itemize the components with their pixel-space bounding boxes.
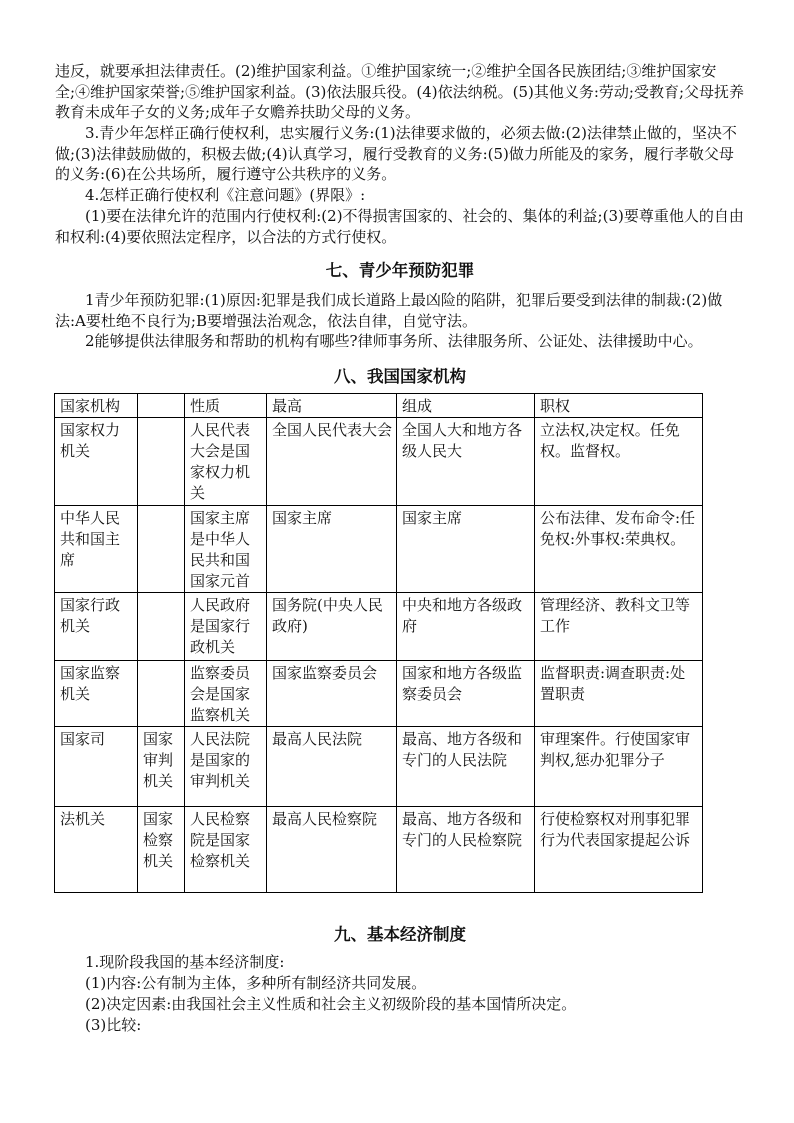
table-header-cell: 性质: [185, 394, 267, 418]
table-cell: 最高、地方各级和专门的人民法院: [397, 727, 535, 807]
table-row: [55, 727, 703, 807]
table-cell: 全国人民代表大会: [267, 418, 397, 506]
table-cell: 行使检察权对刑事犯罪行为代表国家提起公诉: [535, 807, 703, 893]
paragraph-citizen-duties: 违反，就要承担法律责任。(2)维护国家利益。①维护国家统一;②维护全国各民族团结;③维护国家安全;④维护国家荣誉;⑤维护国家利益。(3)依法服兵役。(4)依法纳税。(5)其他义务:劳动;受教育;父母抚养教育未成年子女的义务;成年子女赡养扶助父母的义务。: [55, 62, 745, 121]
table-cell: 国家监察机关: [55, 661, 138, 727]
paragraph-legal-services: 2能够提供法律服务和帮助的机构有哪些?律师事务所、法律服务所、公证处、法律援助中心。: [85, 332, 703, 350]
table-row: [55, 661, 703, 727]
table-cell: 监察委员会是国家监察机关: [185, 661, 267, 727]
table-cell: 最高人民检察院: [267, 807, 397, 893]
table-cell: 国家检察机关: [138, 807, 185, 893]
table-cell: [138, 418, 185, 506]
table-cell: 公布法律、发布命令:任免权:外事权:荣典权。: [535, 506, 703, 593]
table-cell: 管理经济、教科文卫等工作: [535, 593, 703, 661]
table-header-cell: 职权: [535, 394, 703, 418]
table-cell: 最高人民法院: [267, 727, 397, 807]
table-header-row: [55, 394, 703, 418]
table-cell: 监督职责:调查职责:处置职责: [535, 661, 703, 727]
table-cell: 中华人民共和国主席: [55, 506, 138, 593]
table-cell: 人民法院是国家的审判机关: [185, 727, 267, 807]
table-cell: [138, 593, 185, 661]
table-cell: [138, 506, 185, 593]
table-header-cell: 最高: [267, 394, 397, 418]
table-header-cell: 组成: [397, 394, 535, 418]
table-cell: 最高、地方各级和专门的人民检察院: [397, 807, 535, 893]
paragraph-determining-factors: (2)决定因素:由我国社会主义性质和社会主义初级阶段的基本国情所决定。: [85, 995, 577, 1013]
table-row: [55, 807, 703, 893]
table-cell: 中央和地方各级政府: [397, 593, 535, 661]
table-cell: 国家主席: [397, 506, 535, 593]
paragraph-rights-limits: (1)要在法律允许的范围内行使权利:(2)不得损害国家的、社会的、集体的利益;(3)要尊重他人的自由和权利:(4)要依照法定程序，以合法的方式行使权。: [55, 207, 744, 246]
table-cell: 人民政府是国家行政机关: [185, 593, 267, 661]
table-row: [55, 506, 703, 593]
table-cell: 国家主席是中华人民共和国国家元首: [185, 506, 267, 593]
table-cell: 审理案件。行使国家审判权,惩办犯罪分子: [535, 727, 703, 807]
table-cell: 国家审判机关: [138, 727, 185, 807]
table-cell: 立法权,决定权。任免权。监督权。: [535, 418, 703, 506]
table-cell: 国家和地方各级监察委员会: [397, 661, 535, 727]
table-cell: 人民检察院是国家检察机关: [185, 807, 267, 893]
table-header-cell: [138, 394, 185, 418]
table-cell: 国家司: [55, 727, 138, 807]
section-8-heading: 八、我国国家机构: [334, 367, 466, 386]
paragraph-crime-prevention: 1青少年预防犯罪:(1)原因:犯罪是我们成长道路上最凶险的陷阱，犯罪后要受到法律的制裁:(2)做法:A要杜绝不良行为;B要增强法治观念，依法自律，自觉守法。: [55, 291, 723, 330]
table-cell: [138, 661, 185, 727]
table-cell: 国家监察委员会: [267, 661, 397, 727]
table-cell: 法机关: [55, 807, 138, 893]
table-cell: 国家权力机关: [55, 418, 138, 506]
section-9-heading: 九、基本经济制度: [334, 925, 466, 944]
state-organs-table: [54, 393, 703, 893]
table-cell: 国家行政机关: [55, 593, 138, 661]
table-row: [55, 418, 703, 506]
paragraph-content: (1)内容:公有制为主体，多种所有制经济共同发展。: [85, 974, 427, 992]
paragraph-basic-economic-system: 1.现阶段我国的基本经济制度:: [85, 953, 285, 971]
paragraph-rights-question: 4.怎样正确行使权利《注意问题》(界限》:: [85, 186, 366, 204]
table-cell: 国务院(中央人民政府): [267, 593, 397, 661]
paragraph-comparison: (3)比较:: [85, 1016, 142, 1034]
section-7-heading: 七、青少年预防犯罪: [325, 261, 475, 280]
table-row: [55, 593, 703, 661]
table-header-cell: 国家机构: [55, 394, 138, 418]
table-cell: 全国人大和地方各级人民大: [397, 418, 535, 506]
table-cell: 人民代表大会是国家权力机关: [185, 418, 267, 506]
table-cell: 国家主席: [267, 506, 397, 593]
paragraph-youth-rights-duties: 3.青少年怎样正确行使权利，忠实履行义务:(1)法律要求做的，必须去做:(2)法律禁止做的，坚决不做;(3)法律鼓励做的，积极去做;(4)认真学习，履行受教育的义务:(5)做力所能及的家务，履行孝敬父母的义务:(6)在公共场所，履行遵守公共秩序的义务。: [55, 124, 737, 183]
